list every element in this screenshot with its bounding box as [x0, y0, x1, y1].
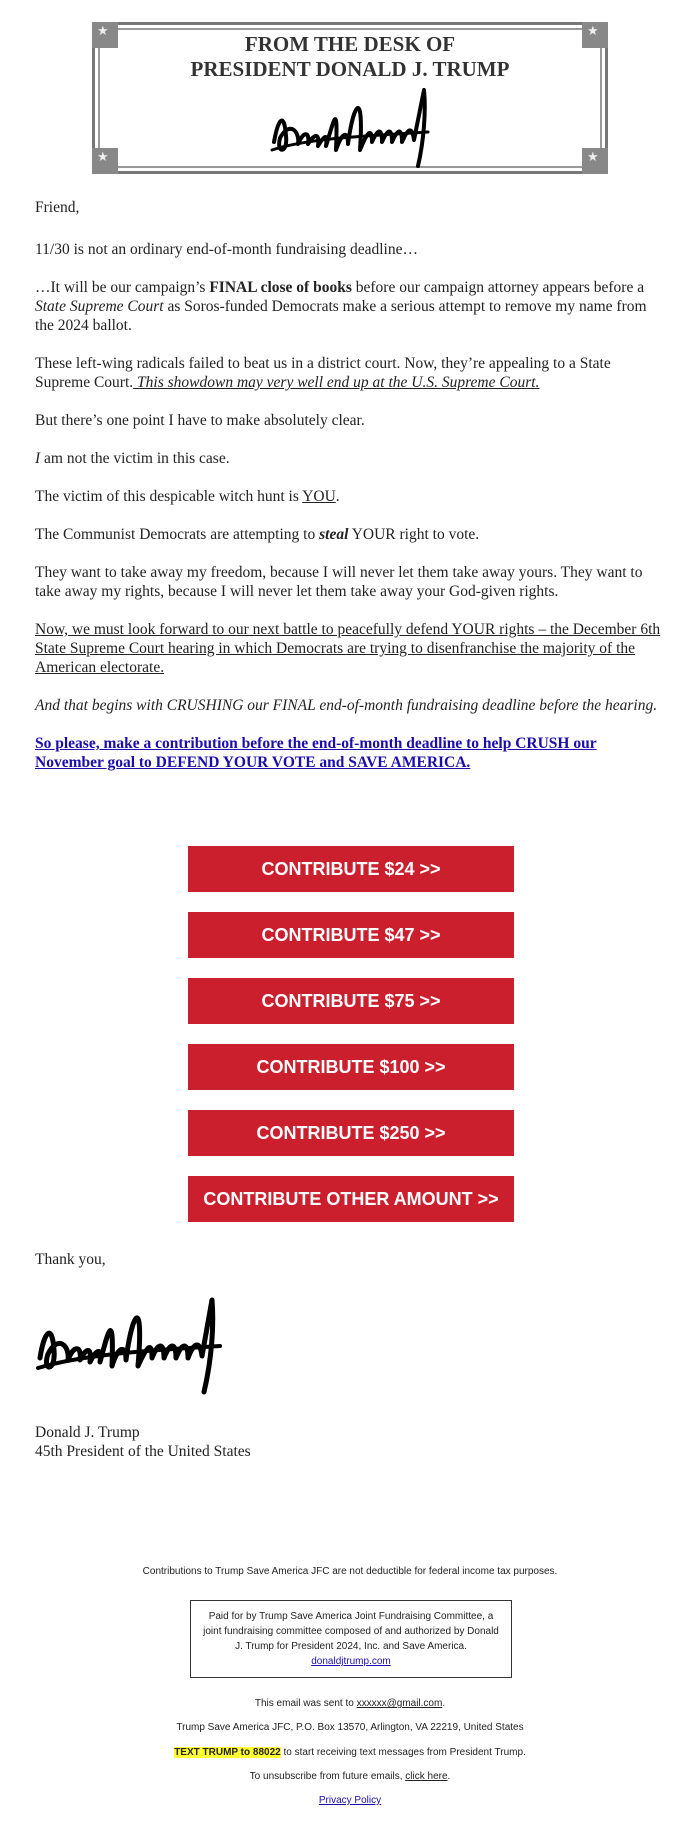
- website-link[interactable]: donaldjtrump.com: [311, 1656, 391, 1667]
- italic-text: State Supreme Court: [35, 298, 164, 315]
- contribute-text-link[interactable]: So please, make a contribution before the end-of-month deadline to help CRUSH our November goal to DEFEND YOUR VOTE and SAVE AMERICA.: [35, 735, 597, 771]
- text-run: am not the victim in this case.: [40, 450, 230, 467]
- text-run: The victim of this despicable witch hunt is: [35, 488, 303, 505]
- paragraph-clear-point: But there’s one point I have to make absolutely clear.: [35, 412, 365, 429]
- text-run: YOUR right to vote.: [348, 526, 480, 543]
- text-run: .: [335, 488, 340, 505]
- paragraph-not-victim: [35, 449, 667, 468]
- contribute-24-button[interactable]: CONTRIBUTE $24 >>: [188, 846, 514, 892]
- paragraph-crushing: And that begins with CRUSHING our FINAL end-of-month fundraising deadline before the hearing.: [35, 697, 658, 714]
- text-run: before our campaign attorney appears before a: [351, 279, 645, 296]
- signer-title: 45th President of the United States: [35, 1443, 251, 1460]
- signature-image: [268, 80, 444, 172]
- privacy-line: [0, 1794, 700, 1807]
- italic-text: I: [35, 450, 41, 467]
- text-run: …It will be our campaign’s: [35, 279, 210, 296]
- paragraph-victim-you: [35, 487, 667, 506]
- paragraph-deadline: 11/30 is not an ordinary end-of-month fundraising deadline…: [35, 241, 418, 258]
- unsubscribe-link[interactable]: click here: [405, 1771, 448, 1782]
- underlined-italic-text: This showdown may very well end up at the U.S. Supreme Court.: [133, 374, 540, 391]
- text-signup-highlight: TEXT TRUMP to 88022: [174, 1747, 281, 1758]
- paid-for-box: [190, 1600, 512, 1678]
- text-run: To unsubscribe from future emails,: [249, 1771, 406, 1782]
- tax-disclaimer: Contributions to Trump Save America JFC are not deductible for federal income tax purposes.: [142, 1566, 558, 1577]
- text-run: The Communist Democrats are attempting to: [35, 526, 320, 543]
- text-run: as Soros-funded Democrats make a serious attempt to remove my name from the 2024 ballot.: [35, 298, 647, 334]
- contribute-75-button[interactable]: CONTRIBUTE $75 >>: [188, 978, 514, 1024]
- text-run: .: [442, 1698, 446, 1709]
- star-icon: ★: [92, 148, 118, 174]
- text-run: This email was sent to: [254, 1698, 357, 1709]
- contribute-other-amount-button[interactable]: CONTRIBUTE OTHER AMOUNT >>: [188, 1176, 514, 1222]
- star-icon: ★: [92, 22, 118, 48]
- paragraph-district-court: [35, 354, 667, 392]
- paragraph-next-battle: Now, we must look forward to our next battle to peacefully defend YOUR rights – the December 6th State Supreme Court hearing in which Democrats are trying to disenfranchise the majority of the American electorate.: [35, 621, 661, 676]
- signer-name: Donald J. Trump: [35, 1424, 140, 1441]
- contribute-250-button[interactable]: CONTRIBUTE $250 >>: [188, 1110, 514, 1156]
- email-body: [35, 198, 667, 791]
- privacy-policy-link[interactable]: Privacy Policy: [318, 1795, 382, 1806]
- recipient-email-link[interactable]: xxxxxx@gmail.com: [356, 1698, 443, 1709]
- unsubscribe-line: [0, 1770, 700, 1783]
- sent-to-line: [0, 1697, 700, 1710]
- paragraph-freedom: They want to take away my freedom, because I will never let them take away yours. They want to take away my rights, because I will never let them take away your God-given rights.: [35, 564, 643, 600]
- text-signup-line: [0, 1746, 700, 1759]
- underlined-text: YOU: [302, 488, 336, 505]
- star-icon: ★: [582, 148, 608, 174]
- paragraph-close-of-books: [35, 278, 667, 335]
- mailing-address: Trump Save America JFC, P.O. Box 13570, Arlington, VA 22219, United States: [176, 1722, 524, 1733]
- letterhead-title: [92, 32, 608, 82]
- bold-italic-text: steal: [319, 526, 349, 543]
- greeting: Friend,: [35, 199, 80, 216]
- bold-text: FINAL close of books: [209, 279, 352, 296]
- closing-thanks: Thank you,: [35, 1251, 106, 1268]
- letterhead: [92, 22, 608, 174]
- text-run: to start receiving text messages from President Trump.: [280, 1747, 526, 1758]
- text-run: These left-wing radicals failed to beat us in a district court. Now, they’re appealing to a State Supreme Court.: [35, 355, 611, 391]
- text-run: .: [447, 1771, 451, 1782]
- letterhead-line1: FROM THE DESK OF: [244, 32, 456, 56]
- contribute-100-button[interactable]: CONTRIBUTE $100 >>: [188, 1044, 514, 1090]
- letterhead-line2: PRESIDENT DONALD J. TRUMP: [190, 57, 510, 81]
- star-icon: ★: [582, 22, 608, 48]
- signature-image: [34, 1288, 234, 1402]
- paid-for-text: Paid for by Trump Save America Joint Fundraising Committee, a joint fundraising committee composed of and authorized by Donald J. Trump for President 2024, Inc. and Save America.: [203, 1611, 499, 1652]
- contribute-47-button[interactable]: CONTRIBUTE $47 >>: [188, 912, 514, 958]
- paragraph-steal-vote: [35, 525, 667, 544]
